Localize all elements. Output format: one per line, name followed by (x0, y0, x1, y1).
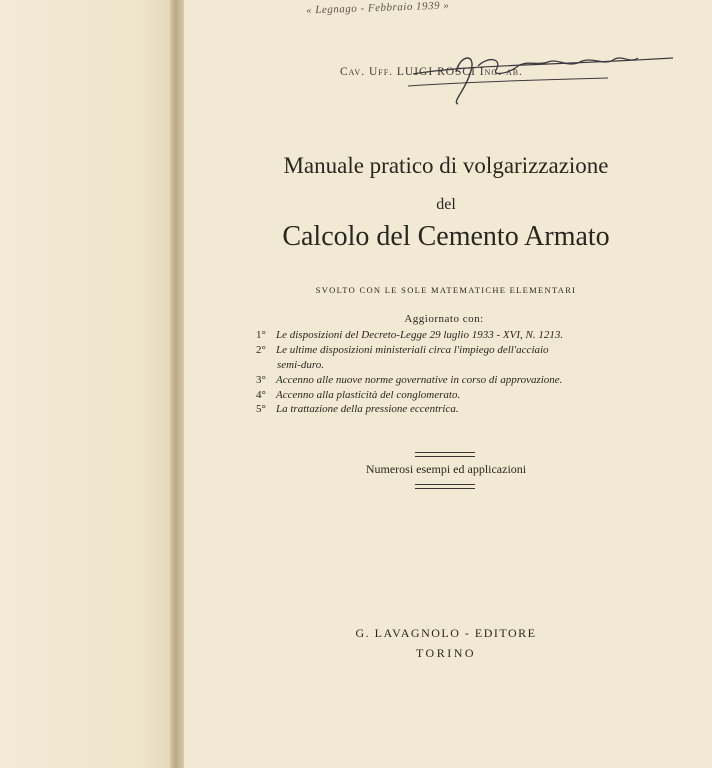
author-line: Cav. Uff. LUIGI ROSCI Ing. ab. (340, 66, 523, 78)
list-item: 2° Le ultime disposizioni ministeriali circa l'impiego dell'acciaio (256, 344, 549, 356)
list-item: 1° Le disposizioni del Decreto-Legge 29 luglio 1933 - XVI, N. 1213. (256, 329, 564, 341)
updated-heading: Aggiornato con: (404, 313, 484, 325)
examples-line: Numerosi esempi ed applicazioni (365, 462, 527, 476)
title-connector: del (436, 196, 456, 213)
publisher-city: TORINO (415, 646, 477, 660)
list-item: 5° La trattazione della pressione eccentrica. (256, 403, 459, 415)
list-item: 4° Accenno alla plasticità del conglomerato. (256, 389, 461, 401)
divider-top (415, 452, 475, 457)
list-item-continuation: semi-duro. (277, 359, 324, 371)
handwritten-signature (408, 44, 678, 106)
subtitle: SVOLTO CON LE SOLE MATEMATICHE ELEMENTARI (315, 285, 577, 295)
publisher: G. LAVAGNOLO - EDITORE (355, 626, 537, 640)
divider-bottom (415, 484, 475, 489)
main-title: Calcolo del Cemento Armato (282, 221, 610, 252)
title-line-1: Manuale pratico di volgarizzazione (283, 153, 609, 178)
handwritten-dedication: « Legnago - Febbraio 1939 » (305, 0, 450, 17)
list-item: 3° Accenno alle nuove norme governative in corso di approvazione. (256, 374, 563, 386)
